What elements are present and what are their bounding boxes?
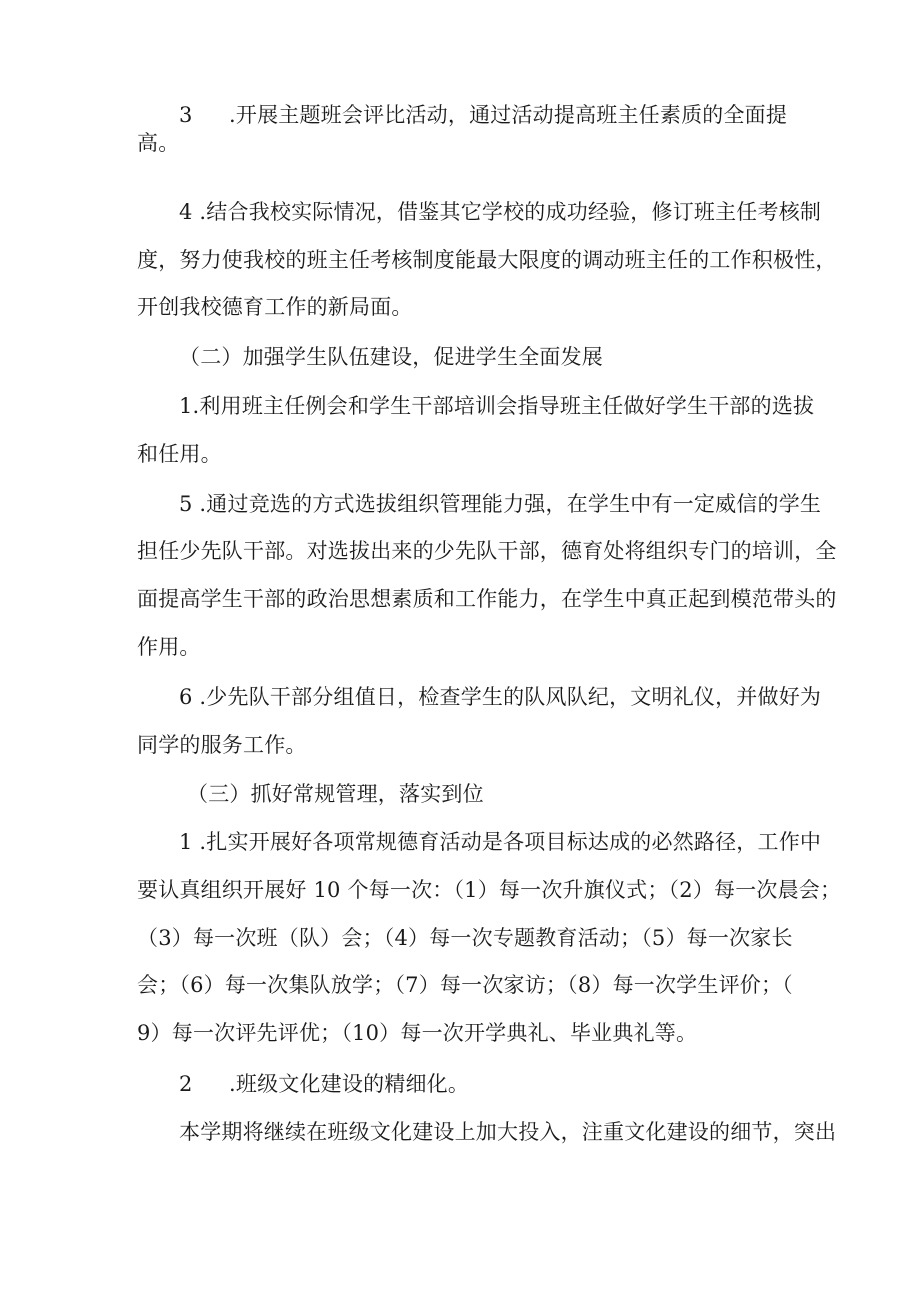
paragraph-6-line-1: 6 .少先队干部分组值日，检查学生的队风队纪，文明礼仪，并做好为 [179, 685, 822, 709]
paragraph-5-line-4: 作用。 [137, 635, 201, 659]
paragraph-2-text: .班级文化建设的精细化。 [229, 1072, 470, 1096]
paragraph-4-line-3: 开创我校德育工作的新局面。 [137, 295, 413, 319]
paragraph-5-line-3: 面提高学生干部的政治思想素质和工作能力，在学生中真正起到模范带头的 [137, 587, 837, 611]
paragraph-routine-line-2: 要认真组织开展好 10 个每一次：（1）每一次升旗仪式；（2）每一次晨会； [137, 878, 842, 902]
paragraph-4-line-2: 度，努力使我校的班主任考核制度能最大限度的调动班主任的工作积极性， [137, 248, 837, 272]
item-number-2: 2 [179, 1072, 193, 1096]
paragraph-4-line-1: 4 .结合我校实际情况，借鉴其它学校的成功经验，修订班主任考核制 [179, 200, 822, 224]
item-number-3: 3 [179, 103, 193, 127]
section-heading-3: （三）抓好常规管理，落实到位 [187, 782, 484, 806]
paragraph-5-line-1: 5 .通过竞选的方式选拔组织管理能力强，在学生中有一定威信的学生 [179, 492, 822, 516]
paragraph-1-line-2: 和任用。 [137, 442, 222, 466]
paragraph-3-line-1 [179, 102, 787, 128]
section-heading-2: （二）加强学生队伍建设，促进学生全面发展 [179, 345, 603, 369]
paragraph-1-line-1: 1.利用班主任例会和学生干部培训会指导班主任做好学生干部的选拔 [179, 394, 815, 418]
paragraph-routine-line-3: （3）每一次班（队）会；（4）每一次专题教育活动；（5）每一次家长 [137, 926, 793, 950]
paragraph-routine-line-5: 9）每一次评先评优；（10）每一次开学典礼、毕业典礼等。 [137, 1021, 698, 1045]
paragraph-3-line-2: 高。 [137, 131, 180, 155]
paragraph-5-line-2: 担任少先队干部。对选拔出来的少先队干部，德育处将组织专门的培训，全 [137, 539, 837, 563]
paragraph-6-line-2: 同学的服务工作。 [137, 733, 307, 757]
paragraph-class-culture-line-1: 本学期将继续在班级文化建设上加大投入，注重文化建设的细节，突出 [179, 1120, 837, 1144]
paragraph-2-line-1 [179, 1071, 469, 1097]
paragraph-routine-line-4: 会；（6）每一次集队放学；（7）每一次家访；（8）每一次学生评价；（ [137, 973, 793, 997]
paragraph-3-text: .开展主题班会评比活动，通过活动提高班主任素质的全面提 [229, 103, 788, 127]
paragraph-routine-line-1: 1 .扎实开展好各项常规德育活动是各项目标达成的必然路径，工作中 [179, 830, 822, 854]
